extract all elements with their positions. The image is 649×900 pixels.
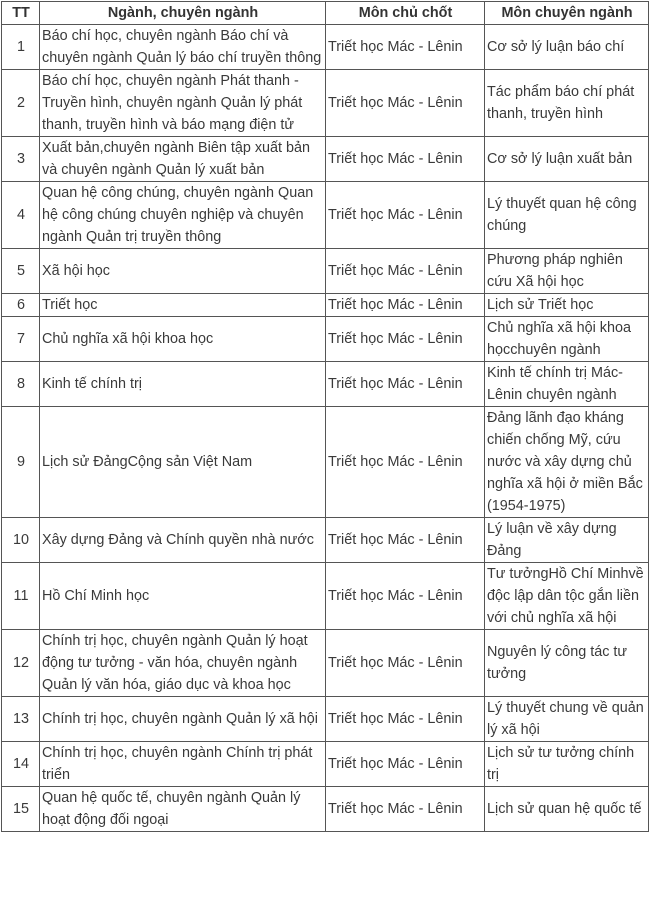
cell-specialized-subject: Tư tưởngHồ Chí Minhvề độc lập dân tộc gắn liền với chủ nghĩa xã hội — [485, 563, 649, 630]
cell-tt: 3 — [2, 137, 40, 182]
cell-core-subject: Triết học Mác - Lênin — [326, 294, 485, 317]
cell-tt: 14 — [2, 742, 40, 787]
cell-tt: 13 — [2, 697, 40, 742]
table-row — [2, 518, 649, 563]
header-row — [2, 2, 649, 25]
cell-tt: 10 — [2, 518, 40, 563]
header-core-subject: Môn chủ chốt — [326, 2, 485, 25]
cell-specialized-subject: Lịch sử tư tưởng chính trị — [485, 742, 649, 787]
table-header — [2, 2, 649, 25]
cell-tt: 9 — [2, 407, 40, 518]
table-row — [2, 787, 649, 832]
cell-core-subject: Triết học Mác - Lênin — [326, 249, 485, 294]
cell-major: Chính trị học, chuyên ngành Quản lý xã hội — [40, 697, 326, 742]
cell-tt: 11 — [2, 563, 40, 630]
cell-major: Triết học — [40, 294, 326, 317]
table-row — [2, 70, 649, 137]
table-row — [2, 697, 649, 742]
cell-specialized-subject: Lý thuyết quan hệ công chúng — [485, 182, 649, 249]
cell-major: Chính trị học, chuyên ngành Chính trị phát triển — [40, 742, 326, 787]
cell-core-subject: Triết học Mác - Lênin — [326, 25, 485, 70]
table-row — [2, 137, 649, 182]
cell-core-subject: Triết học Mác - Lênin — [326, 70, 485, 137]
header-major: Ngành, chuyên ngành — [40, 2, 326, 25]
cell-specialized-subject: Lịch sử Triết học — [485, 294, 649, 317]
table-body — [2, 25, 649, 832]
cell-core-subject: Triết học Mác - Lênin — [326, 518, 485, 563]
cell-specialized-subject: Tác phẩm báo chí phát thanh, truyền hình — [485, 70, 649, 137]
cell-core-subject: Triết học Mác - Lênin — [326, 137, 485, 182]
cell-major: Lịch sử ĐảngCộng sản Việt Nam — [40, 407, 326, 518]
cell-core-subject: Triết học Mác - Lênin — [326, 563, 485, 630]
cell-major: Kinh tế chính trị — [40, 362, 326, 407]
cell-tt: 5 — [2, 249, 40, 294]
cell-specialized-subject: Chủ nghĩa xã hội khoa họcchuyên ngành — [485, 317, 649, 362]
table-row — [2, 362, 649, 407]
cell-tt: 7 — [2, 317, 40, 362]
cell-major: Xây dựng Đảng và Chính quyền nhà nước — [40, 518, 326, 563]
table-row — [2, 630, 649, 697]
cell-major: Quan hệ quốc tế, chuyên ngành Quản lý hoạt động đối ngoại — [40, 787, 326, 832]
cell-tt: 12 — [2, 630, 40, 697]
cell-specialized-subject: Lịch sử quan hệ quốc tế — [485, 787, 649, 832]
table-row — [2, 563, 649, 630]
cell-core-subject: Triết học Mác - Lênin — [326, 182, 485, 249]
cell-core-subject: Triết học Mác - Lênin — [326, 317, 485, 362]
cell-core-subject: Triết học Mác - Lênin — [326, 787, 485, 832]
cell-major: Chủ nghĩa xã hội khoa học — [40, 317, 326, 362]
table-row — [2, 407, 649, 518]
cell-specialized-subject: Đảng lãnh đạo kháng chiến chống Mỹ, cứu nước và xây dựng chủ nghĩa xã hội ở miền Bắc (1954-1975) — [485, 407, 649, 518]
cell-major: Quan hệ công chúng, chuyên ngành Quan hệ công chúng chuyên nghiệp và chuyên ngành Quản trị truyền thông — [40, 182, 326, 249]
cell-specialized-subject: Lý thuyết chung về quản lý xã hội — [485, 697, 649, 742]
header-tt: TT — [2, 2, 40, 25]
table-row — [2, 742, 649, 787]
cell-core-subject: Triết học Mác - Lênin — [326, 697, 485, 742]
cell-major: Báo chí học, chuyên ngành Báo chí và chuyên ngành Quản lý báo chí truyền thông — [40, 25, 326, 70]
cell-major: Chính trị học, chuyên ngành Quản lý hoạt động tư tưởng - văn hóa, chuyên ngành Quản lý văn hóa, giáo dục và khoa học — [40, 630, 326, 697]
cell-tt: 2 — [2, 70, 40, 137]
cell-core-subject: Triết học Mác - Lênin — [326, 742, 485, 787]
cell-specialized-subject: Nguyên lý công tác tư tưởng — [485, 630, 649, 697]
table-row — [2, 294, 649, 317]
cell-major: Báo chí học, chuyên ngành Phát thanh - Truyền hình, chuyên ngành Quản lý phát thanh, truyền hình và báo mạng điện tử — [40, 70, 326, 137]
cell-specialized-subject: Cơ sở lý luận xuất bản — [485, 137, 649, 182]
cell-major: Xã hội học — [40, 249, 326, 294]
cell-major: Xuất bản,chuyên ngành Biên tập xuất bản và chuyên ngành Quản lý xuất bản — [40, 137, 326, 182]
cell-core-subject: Triết học Mác - Lênin — [326, 407, 485, 518]
majors-table — [1, 1, 649, 832]
table-row — [2, 182, 649, 249]
cell-specialized-subject: Lý luận về xây dựng Đảng — [485, 518, 649, 563]
table-row — [2, 249, 649, 294]
cell-tt: 8 — [2, 362, 40, 407]
cell-core-subject: Triết học Mác - Lênin — [326, 630, 485, 697]
cell-specialized-subject: Cơ sở lý luận báo chí — [485, 25, 649, 70]
cell-major: Hồ Chí Minh học — [40, 563, 326, 630]
header-specialized-subject: Môn chuyên ngành — [485, 2, 649, 25]
table-row — [2, 317, 649, 362]
cell-tt: 1 — [2, 25, 40, 70]
cell-tt: 4 — [2, 182, 40, 249]
cell-specialized-subject: Phương pháp nghiên cứu Xã hội học — [485, 249, 649, 294]
cell-tt: 15 — [2, 787, 40, 832]
cell-core-subject: Triết học Mác - Lênin — [326, 362, 485, 407]
cell-tt: 6 — [2, 294, 40, 317]
cell-specialized-subject: Kinh tế chính trị Mác-Lênin chuyên ngành — [485, 362, 649, 407]
table-row — [2, 25, 649, 70]
